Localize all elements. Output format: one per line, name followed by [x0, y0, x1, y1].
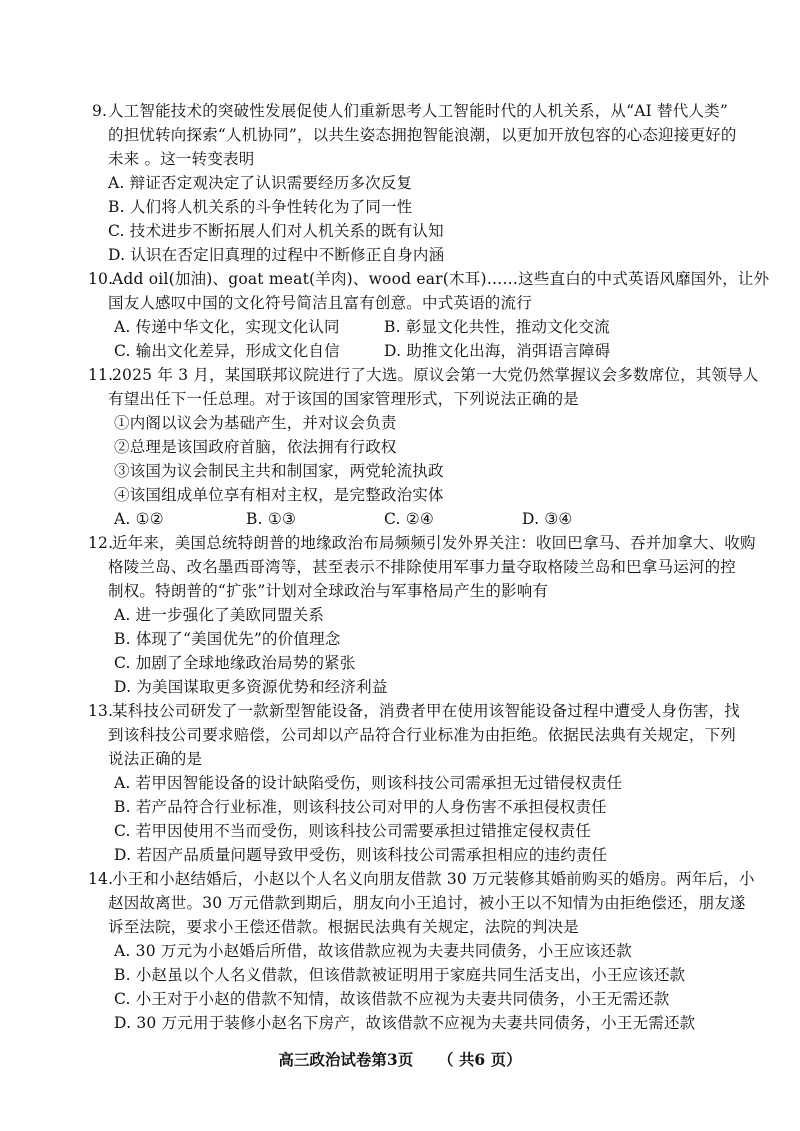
- option-b: B. ①③: [246, 510, 297, 528]
- option-a: A. 辩证否定观决定了认识需要经历多次反复: [108, 174, 413, 192]
- statement-3: ③该国为议会制民主共和制国家，两党轮流执政: [114, 462, 444, 480]
- option-b: B. 彰显文化共性，推动文化交流: [384, 318, 610, 336]
- option-d: D. 30 万元用于装修小赵名下房产，故该借款不应视为夫妻共同债务，小王无需还款: [114, 1014, 696, 1032]
- option-b: B. 人们将人机关系的斗争性转化为了同一性: [108, 198, 413, 216]
- question-number: 11.: [88, 366, 114, 384]
- question-number: 13.: [88, 702, 114, 720]
- option-d: D. 为美国谋取更多资源优势和经济利益: [114, 678, 388, 696]
- question-stem-line: 2025 年 3 月，某国联邦议院进行了大选。原议会第一大党仍然掌握议会多数席位，其领导人: [112, 366, 759, 384]
- footer-total-pages: （ 共6 页）: [438, 1050, 522, 1069]
- question-number: 14.: [88, 870, 114, 888]
- option-a: A. 若甲因智能设备的设计缺陷受伤，则该科技公司需承担无过错侵权责任: [114, 774, 623, 792]
- question-stem-line: 某科技公司研发了一款新型智能设备，消费者甲在使用该智能设备过程中遭受人身伤害，找: [112, 702, 741, 720]
- question-stem-line: 未来 。这一转变表明: [108, 150, 255, 168]
- question-stem-line: 说法正确的是: [108, 750, 203, 768]
- question-number: 12.: [88, 534, 114, 552]
- page-footer: [0, 1048, 800, 1070]
- footer-page-label: 高三政治试卷第3页: [278, 1050, 414, 1069]
- question-stem-line: 诉至法院，要求小王偿还借款。根据民法典有关规定，法院的判决是: [108, 918, 580, 936]
- option-b: B. 小赵虽以个人名义借款，但该借款被证明用于家庭共同生活支出，小王应该还款: [114, 966, 686, 984]
- question-stem-line: 人工智能技术的突破性发展促使人们重新思考人工智能时代的人机关系，从“AI 替代人类”: [108, 102, 728, 120]
- option-b: B. 若产品符合行业标准，则该科技公司对甲的人身伤害不承担侵权责任: [114, 798, 607, 816]
- question-stem-line: 制权。特朗普的“扩张”计划对全球政治与军事格局产生的影响有: [108, 582, 549, 600]
- option-c: C. 技术进步不断拓展人们对人机关系的既有认知: [108, 222, 444, 240]
- question-stem-line: 小王和小赵结婚后，小赵以个人名义向朋友借款 30 万元装修其婚前购买的婚房。两年后，小: [112, 870, 755, 888]
- option-c: C. 若甲因使用不当而受伤，则该科技公司需要承担过错推定侵权责任: [114, 822, 592, 840]
- option-d: D. ③④: [522, 510, 573, 528]
- option-b: B. 体现了“美国优先”的价值理念: [114, 630, 341, 648]
- option-a: A. 30 万元为小赵婚后所借，故该借款应视为夫妻共同债务，小王应该还款: [114, 942, 632, 960]
- option-a: A. ①②: [114, 510, 164, 528]
- question-stem-line: 到该科技公司要求赔偿，公司却以产品符合行业标准为由拒绝。依据民法典有关规定，下列: [108, 726, 737, 744]
- question-number: 9.: [92, 102, 108, 120]
- question-stem-line: Add oil(加油)、goat meat(羊肉)、wood ear(木耳)……这些直白的中式英语风靡国外，让外: [112, 270, 770, 288]
- statement-4: ④该国组成单位享有相对主权，是完整政治实体: [114, 486, 444, 504]
- option-c: C. 加剧了全球地缘政治局势的紧张: [114, 654, 356, 672]
- option-d: D. 助推文化出海，消弭语言障碍: [384, 342, 611, 360]
- question-stem-line: 赵因故离世。30 万元借款到期后，朋友向小王追讨，被小王以不知情为由拒绝偿还，朋友遂: [108, 894, 746, 912]
- statement-2: ②总理是该国政府首脑，依法拥有行政权: [114, 438, 397, 456]
- option-d: D. 认识在否定旧真理的过程中不断修正自身内涵: [108, 246, 445, 264]
- question-number: 10.: [88, 270, 114, 288]
- question-stem-line: 的担忧转向探索“人机协同”，以共生姿态拥抱智能浪潮，以更加开放包容的心态迎接更好的: [108, 126, 737, 144]
- question-stem-line: 近年来，美国总统特朗普的地缘政治布局频频引发外界关注：收回巴拿马、吞并加拿大、收购: [112, 534, 756, 552]
- option-c: C. ②④: [384, 510, 434, 528]
- question-stem-line: 国友人感叹中国的文化符号简洁且富有创意。中式英语的流行: [108, 294, 532, 312]
- option-a: A. 进一步强化了美欧同盟关系: [114, 606, 325, 624]
- question-stem-line: 格陵兰岛、改名墨西哥湾等，甚至表示不排除使用军事力量夺取格陵兰岛和巴拿马运河的控: [108, 558, 737, 576]
- option-d: D. 若因产品质量问题导致甲受伤，则该科技公司需承担相应的违约责任: [114, 846, 608, 864]
- option-a: A. 传递中华文化，实现文化认同: [114, 318, 340, 336]
- option-c: C. 输出文化差异，形成文化自信: [114, 342, 340, 360]
- question-stem-line: 有望出任下一任总理。对于该国的国家管理形式，下列说法正确的是: [108, 390, 580, 408]
- statement-1: ①内阁以议会为基础产生，并对议会负责: [114, 414, 397, 432]
- option-c: C. 小王对于小赵的借款不知情，故该借款不应视为夫妻共同债务，小王无需还款: [114, 990, 670, 1008]
